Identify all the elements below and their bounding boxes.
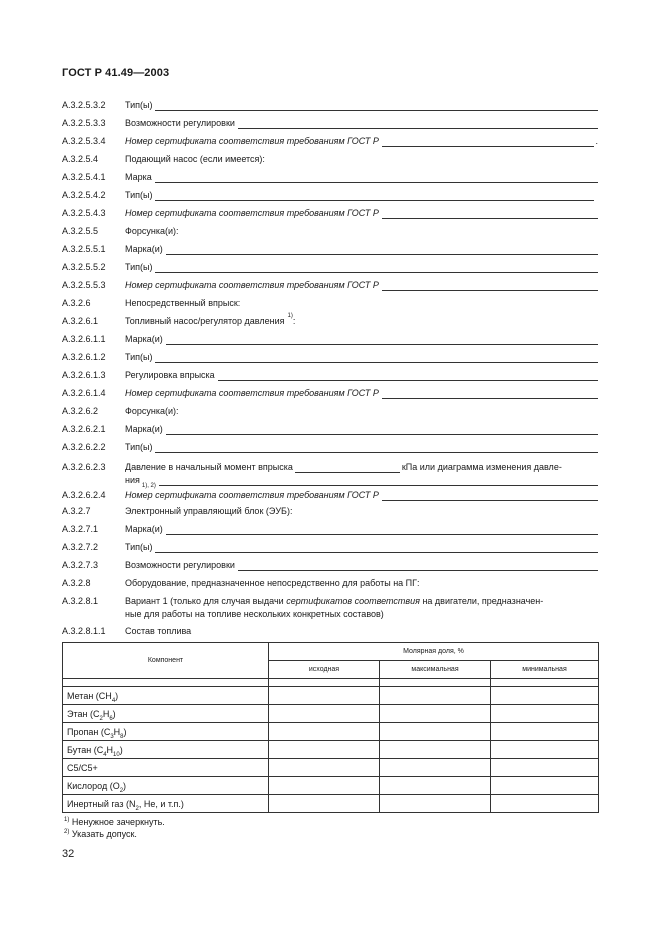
field-label: Номер сертификата соответствия требованиям ГОСТ Р (125, 490, 379, 500)
field-label: Вариант 1 (только для случая выдачи (125, 596, 284, 606)
input-line[interactable] (382, 281, 598, 291)
field-label: Тип(ы) (125, 190, 153, 200)
clause-number: A.3.2.6.1.1 (62, 334, 106, 344)
clause-number: A.3.2.5.4 (62, 154, 99, 164)
field-label: Топливный насос/регулятор давления (125, 316, 285, 326)
col-component-header: Компонент (63, 643, 269, 679)
input-line[interactable] (382, 491, 598, 501)
value-cell-initial[interactable] (269, 687, 380, 705)
field-label: Марка(и) (125, 244, 163, 254)
field-label: Номер сертификата соответствия требованиям ГОСТ Р (125, 208, 379, 218)
field-label: Форсунка(и): (125, 406, 179, 416)
clause-number: A.3.2.6.1.4 (62, 388, 106, 398)
component-name: Этан $(C_2H_6)$ (63, 705, 269, 723)
clause-number: A.3.2.5.3.4 (62, 136, 106, 146)
field-label: Номер сертификата соответствия требованиям ГОСТ Р (125, 280, 379, 290)
clause-number: A.3.2.7.1 (62, 524, 99, 534)
col-min-header: минимальная (491, 661, 599, 679)
field-label-cont: на двигатели, предназначен- (422, 596, 544, 606)
field-label: Подающий насос (если имеется): (125, 154, 265, 164)
value-cell-initial[interactable] (269, 723, 380, 741)
clause-number: A.3.2.6.2.1 (62, 424, 106, 434)
input-line[interactable] (155, 543, 598, 553)
col-initial-header: исходная (269, 661, 380, 679)
component-name: Бутан $(C_4H_{10})$ (63, 741, 269, 759)
field-label-italic: сертификатов соответствия (286, 596, 420, 606)
value-cell-initial[interactable] (269, 741, 380, 759)
input-line[interactable] (382, 137, 595, 147)
input-line[interactable] (159, 476, 598, 486)
field-label: Марка (125, 172, 152, 182)
value-cell-initial[interactable] (269, 759, 380, 777)
field-label: Номер сертификата соответствия требованиям ГОСТ Р (125, 388, 379, 398)
input-line[interactable] (155, 353, 598, 363)
input-line[interactable] (238, 561, 598, 571)
clause-number: A.3.2.8.1 (62, 596, 99, 606)
clause-number: A.3.2.6.2.4 (62, 490, 106, 500)
clause-number: A.3.2.5.4.1 (62, 172, 106, 182)
field-label: Тип(ы) (125, 262, 153, 272)
value-cell-min[interactable] (491, 795, 599, 813)
input-line[interactable] (155, 101, 598, 111)
clause-number: A.3.2.8.1.1 (62, 626, 106, 636)
input-line[interactable] (166, 525, 598, 535)
clause-number: A.3.2.7.2 (62, 542, 99, 552)
value-cell-initial[interactable] (269, 705, 380, 723)
footnote-rule (62, 812, 117, 813)
value-cell-min[interactable] (491, 759, 599, 777)
component-name: Инертный газ ($N_2$, He, и т.п.) (63, 795, 269, 813)
value-cell-max[interactable] (380, 723, 491, 741)
field-label: Тип(ы) (125, 352, 153, 362)
field-label: Непосредственный впрыск: (125, 298, 241, 308)
value-cell-min[interactable] (491, 705, 599, 723)
field-label-end: ния (125, 475, 140, 485)
table-row (63, 795, 599, 813)
col-group-header: Молярная доля, % (269, 643, 599, 661)
input-line[interactable] (155, 191, 594, 201)
clause-number: A.3.2.6 (62, 298, 91, 308)
table-row (63, 723, 599, 741)
input-line[interactable] (155, 263, 598, 273)
clause-number: A.3.2.5.3.2 (62, 100, 106, 110)
field-label: Электронный управляющий блок (ЭУБ): (125, 506, 293, 516)
field-label: Возможности регулировки (125, 118, 235, 128)
value-cell-max[interactable] (380, 687, 491, 705)
clause-number: A.3.2.7 (62, 506, 91, 516)
component-name: C5/C5+ (63, 759, 269, 777)
clause-number: A.3.2.6.1.2 (62, 352, 106, 362)
table-row (63, 777, 599, 795)
value-cell-min[interactable] (491, 741, 599, 759)
table-row (63, 759, 599, 777)
input-line[interactable] (238, 119, 598, 129)
field-label: Тип(ы) (125, 542, 153, 552)
footnote-2: $^{2)}$ Указать допуск. (64, 829, 137, 839)
value-cell-max[interactable] (380, 795, 491, 813)
field-label-cont: кПа или диаграмма изменения давле- (401, 462, 562, 472)
table-row (63, 687, 599, 705)
page-number: 32 (62, 848, 75, 860)
field-label-end: ные для работы на топливе нескольких конкретных составов) (125, 609, 384, 619)
clause-number: A.3.2.8 (62, 578, 91, 588)
clause-number: A.3.2.7.3 (62, 560, 99, 570)
field-label: Состав топлива (125, 626, 192, 636)
input-line[interactable] (155, 173, 598, 183)
field-label: Номер сертификата соответствия требованиям ГОСТ Р (125, 136, 379, 146)
footnotes (62, 812, 165, 841)
value-cell-max[interactable] (380, 759, 491, 777)
clause-number: A.3.2.5.4.2 (62, 190, 106, 200)
clause-number: A.3.2.5.4.3 (62, 208, 106, 218)
field-label: Регулировка впрыска (125, 370, 215, 380)
value-cell-min[interactable] (491, 723, 599, 741)
fuel-composition-table (62, 642, 599, 813)
clause-number: A.3.2.6.2 (62, 406, 99, 416)
clause-number: A.3.2.6.1.3 (62, 370, 106, 380)
field-label: Марка(и) (125, 424, 163, 434)
value-cell-max[interactable] (380, 777, 491, 795)
value-cell-max[interactable] (380, 741, 491, 759)
clause-number: A.3.2.6.2.2 (62, 442, 106, 452)
value-cell-initial[interactable] (269, 777, 380, 795)
clause-number: A.3.2.5.3.3 (62, 118, 106, 128)
col-max-header: максимальная (380, 661, 491, 679)
input-line[interactable] (155, 443, 598, 453)
component-name: Пропан $(C_3H_8)$ (63, 723, 269, 741)
clause-number: A.3.2.6.1 (62, 316, 99, 326)
value-cell-initial[interactable] (269, 795, 380, 813)
input-line[interactable] (382, 209, 598, 219)
input-line[interactable] (166, 335, 598, 345)
field-label: Тип(ы) (125, 100, 153, 110)
clause-number: A.3.2.5.5.1 (62, 244, 106, 254)
input-line[interactable] (382, 389, 598, 399)
component-name: Кислород $(O_2)$ (63, 777, 269, 795)
value-cell-max[interactable] (380, 705, 491, 723)
value-cell-min[interactable] (491, 687, 599, 705)
table-row (63, 741, 599, 759)
clause-number: A.3.2.5.5.2 (62, 262, 106, 272)
field-label: Марка(и) (125, 524, 163, 534)
field-label: Форсунка(и): (125, 226, 179, 236)
component-name: Метан $(CH_4)$ (63, 687, 269, 705)
input-line[interactable] (166, 245, 598, 255)
line-suffix: . (595, 136, 598, 146)
field-label: Марка(и) (125, 334, 163, 344)
field-label: Возможности регулировки (125, 560, 235, 570)
field-label: Тип(ы) (125, 442, 153, 452)
footnote-1: $^{1)}$ Ненужное зачеркнуть. (64, 817, 165, 827)
input-line[interactable] (218, 371, 598, 381)
clause-number: A.3.2.5.5.3 (62, 280, 106, 290)
table-row (63, 705, 599, 723)
input-line[interactable] (166, 425, 598, 435)
label-colon: : (292, 316, 296, 326)
clause-number: A.3.2.5.5 (62, 226, 99, 236)
document-header: ГОСТ Р 41.49—2003 (62, 67, 170, 79)
pressure-input-line[interactable] (295, 463, 400, 473)
clause-number: A.3.2.6.2.3 (62, 462, 106, 472)
field-label: Давление в начальный момент впрыска (125, 462, 293, 472)
field-label: Оборудование, предназначенное непосредственно для работы на ПГ: (125, 578, 420, 588)
value-cell-min[interactable] (491, 777, 599, 795)
